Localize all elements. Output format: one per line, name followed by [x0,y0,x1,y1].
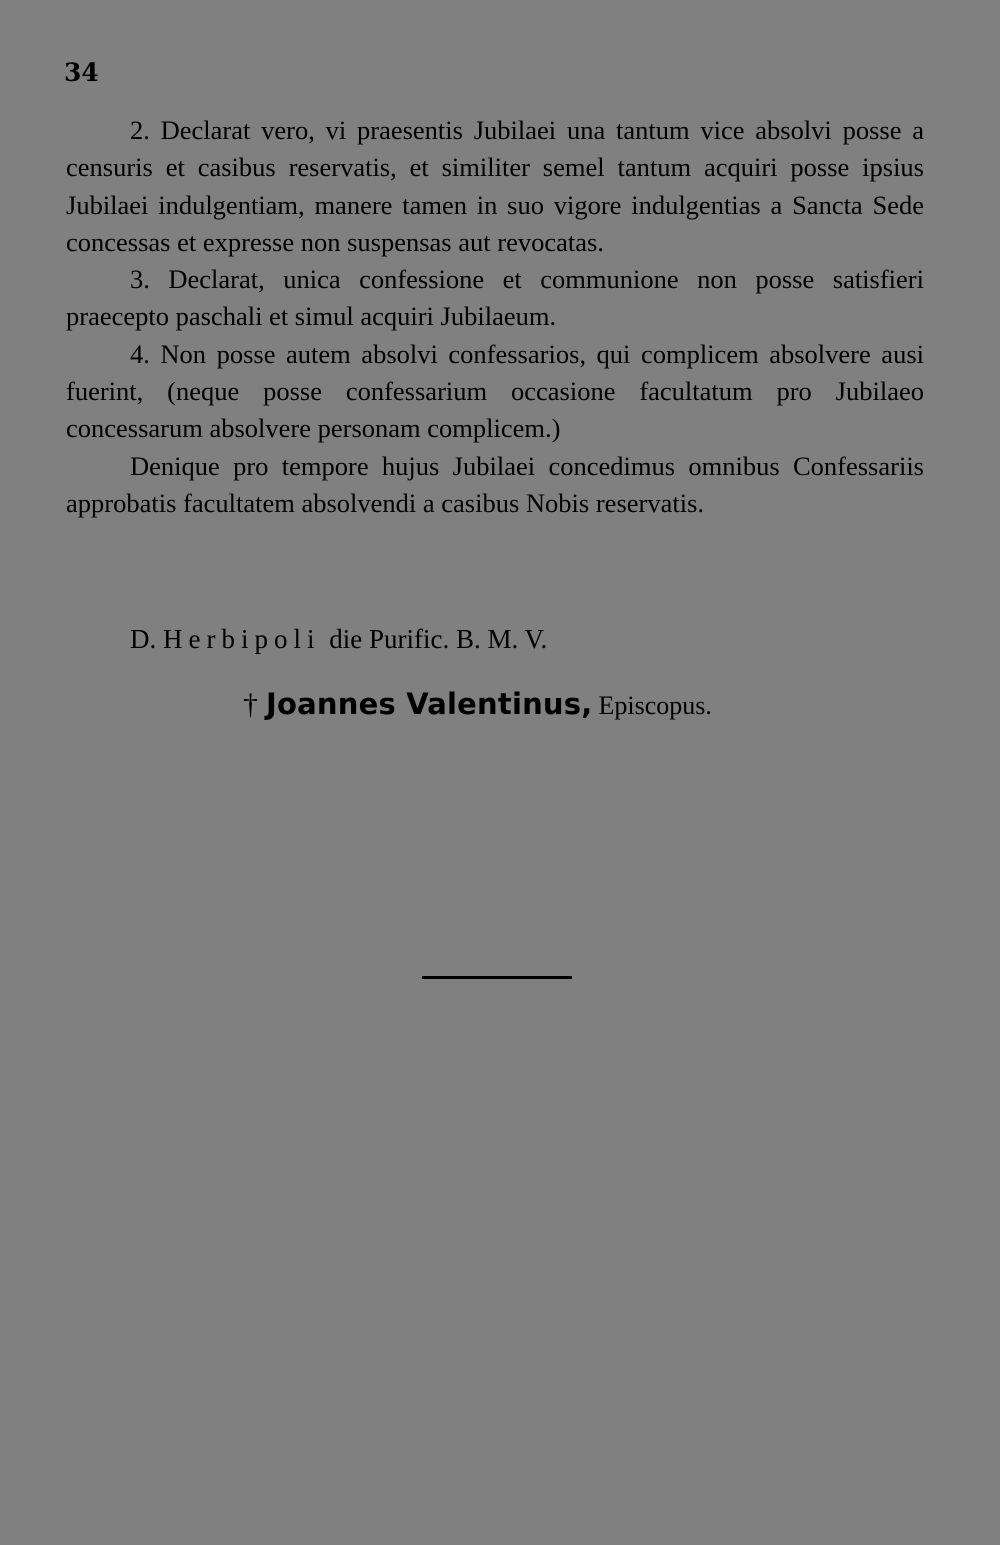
paragraph-denique: Denique pro tempore hujus Jubilaei concedimus omnibus Confessariis approbatis facultatem absolvendi a casibus Nobis reservatis. [66,450,924,518]
dateline-prefix: D. [130,624,157,654]
dateline-place: Herbipoli [163,624,321,654]
dateline-rest: die Purific. B. M. V. [329,624,548,654]
dateline [130,620,547,658]
page-number: 34 [64,58,99,87]
paragraph-3: 3. Declarat, unica confessione et communione non posse satisfieri praecepto paschali et simul acquiri Jubilaeum. [66,264,924,332]
cross-icon: † [243,688,258,721]
closing-rule [422,976,572,979]
body-text [66,112,924,522]
paragraph-2: 2. Declarat vero, vi praesentis Jubilaei una tantum vice absolvi posse a censuris et casibus reservatis, et similiter semel tantum acquiri posse ipsius Jubilaei indulgentiam, manere tamen in suo vigore indulgentias a Sancta Sede concessas et expresse non suspensas aut revocatas. [66,115,924,257]
signature [243,684,712,729]
signature-name: Joannes Valentinus, [266,687,593,721]
signature-title: Episcopus. [598,691,712,720]
paragraph-4: 4. Non posse autem absolvi confessarios, qui complicem absolvere ausi fuerint, (neque posse confessarium occasione facultatum pro Jubilaeo concessarum absolvere personam complicem.) [66,338,924,444]
